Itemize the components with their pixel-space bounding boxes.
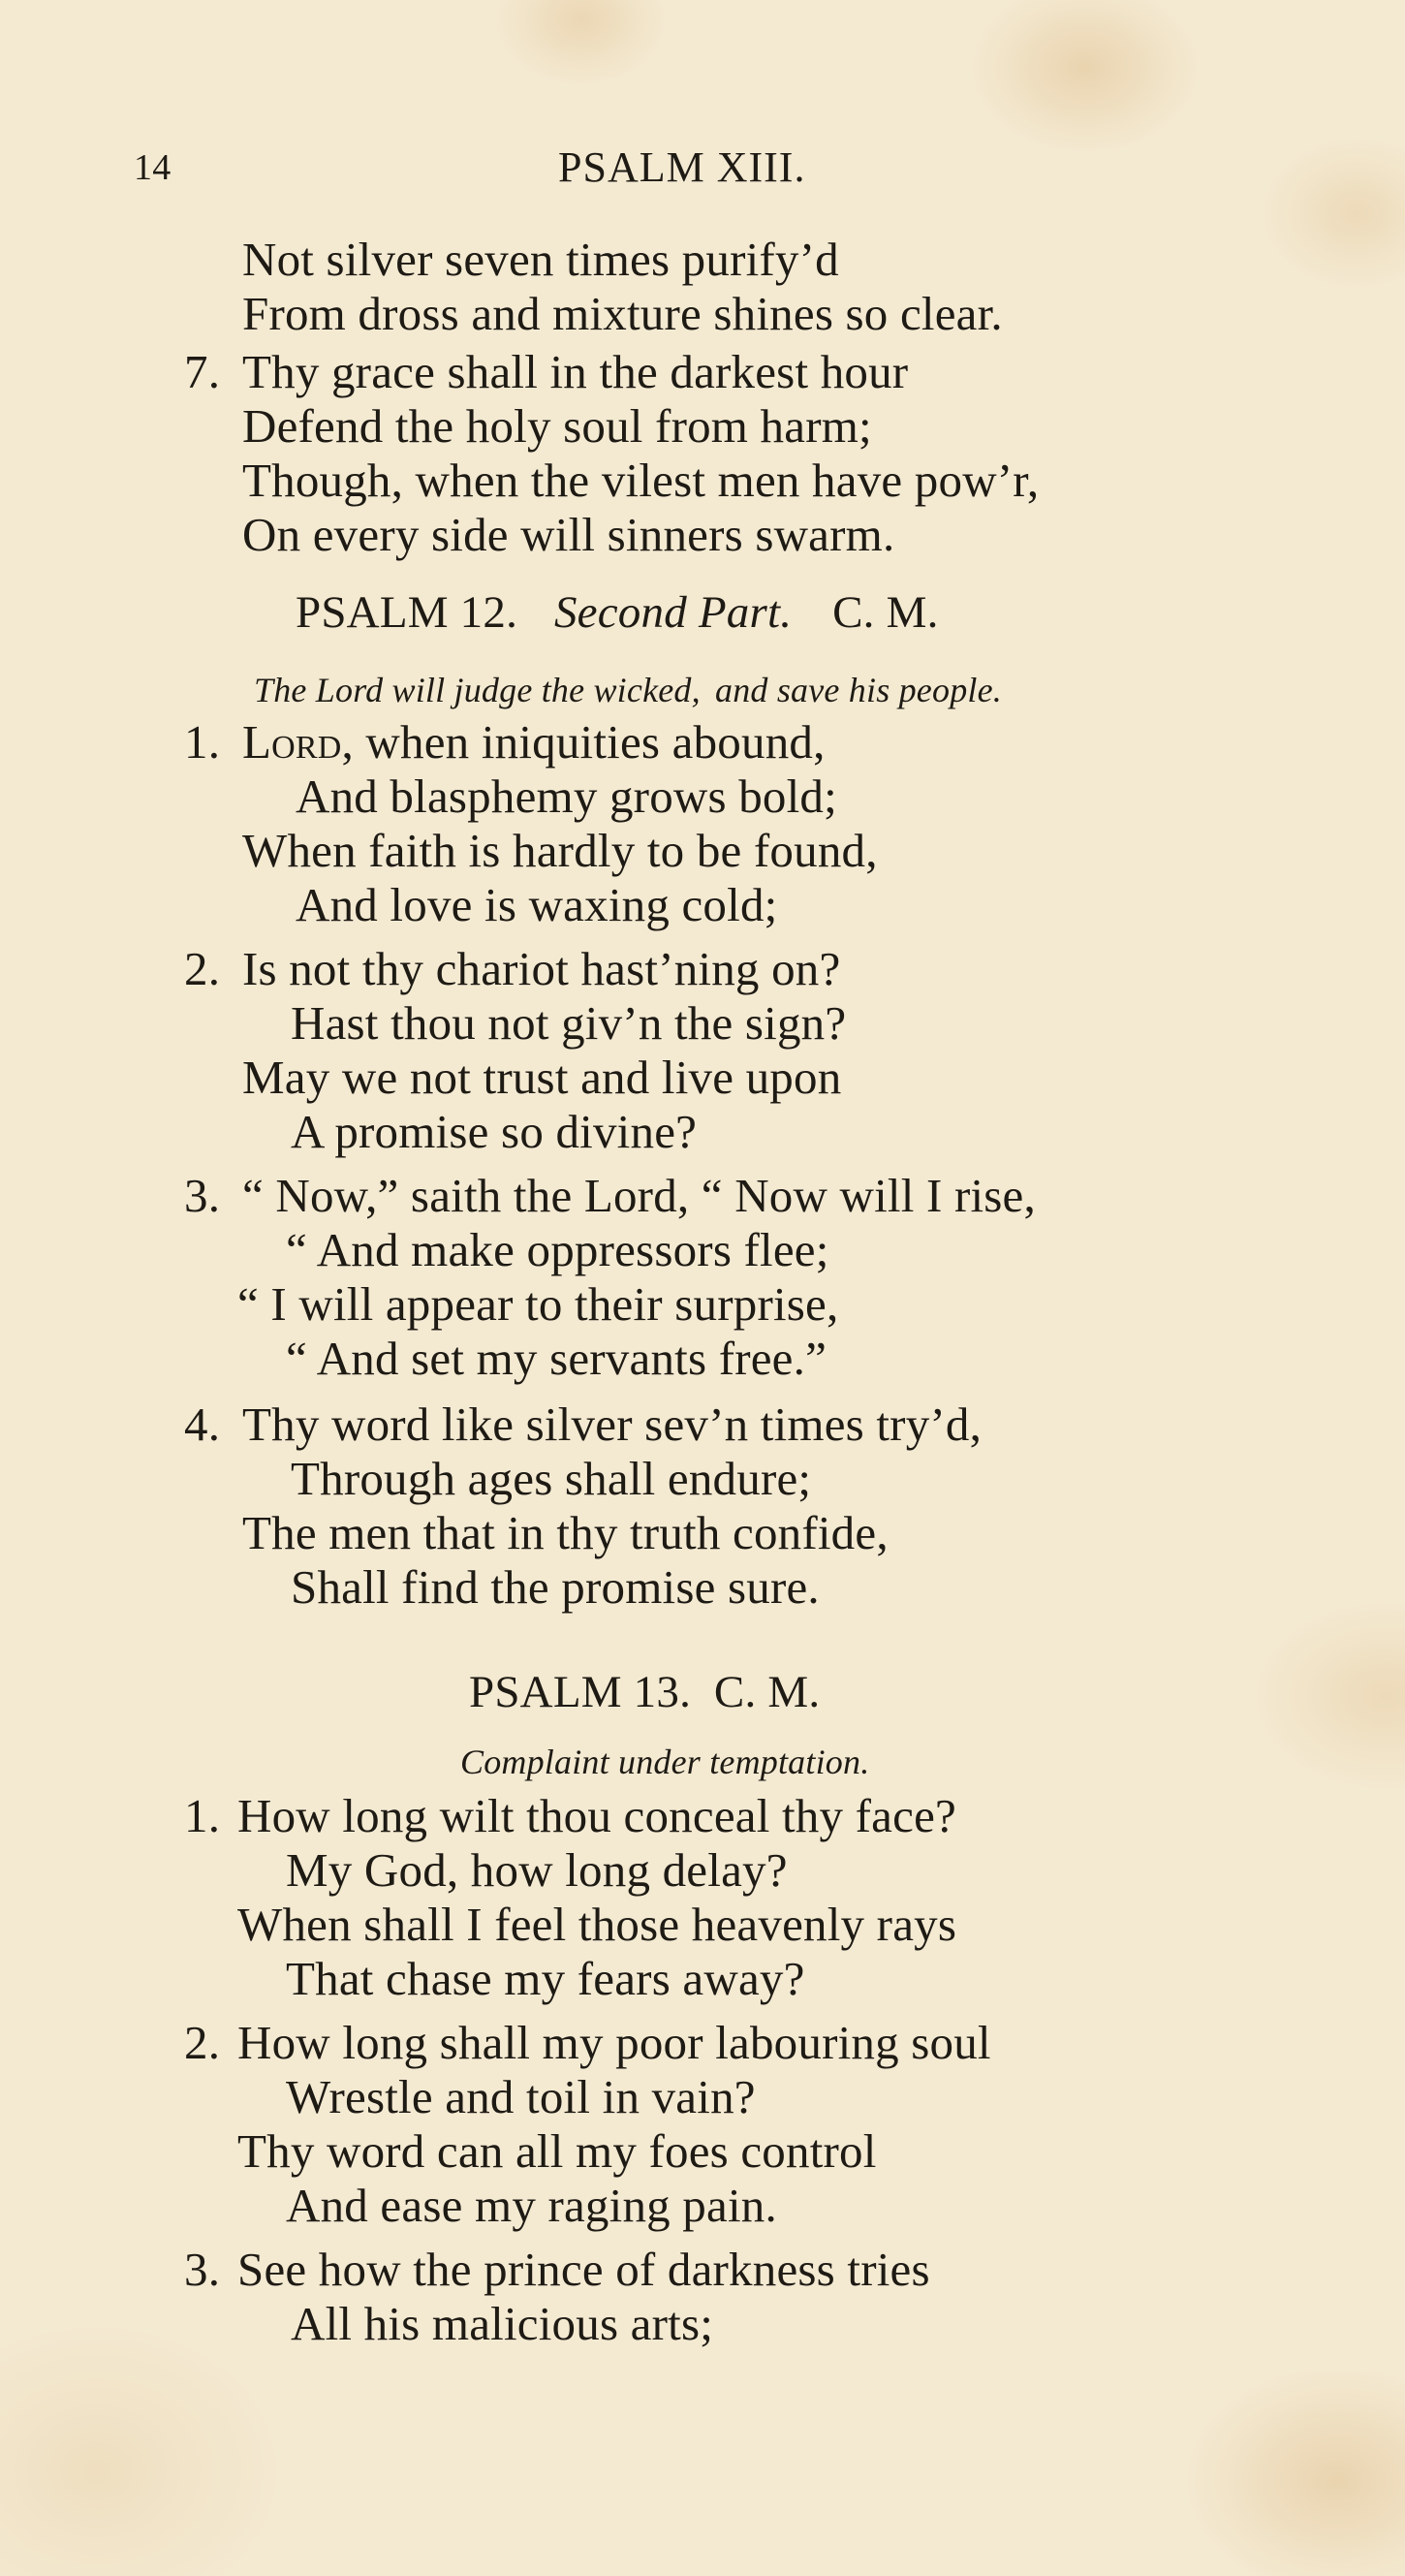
psalm-subtitle: Complaint under temptation. (460, 1743, 870, 1781)
verse-number: 1. (184, 715, 221, 769)
poem-line: Thy grace shall in the darkest hour (242, 345, 909, 398)
poem-line: A promise so divine? (291, 1105, 698, 1158)
poem-line: Through ages shall endure; (291, 1452, 812, 1505)
psalm-heading: PSALM 13. C. M. (469, 1667, 821, 1717)
poem-line-rest: , when iniquities abound, (341, 715, 826, 769)
poem-line: How long wilt thou conceal thy face? (237, 1789, 956, 1842)
running-title: PSALM XIII. (558, 143, 806, 191)
lord-small-caps: Lord (242, 715, 342, 769)
poem-line: And blasphemy grows bold; (296, 770, 837, 823)
psalm-heading-meter: C. M. (832, 587, 939, 638)
poem-line: Shall find the promise sure. (291, 1560, 820, 1614)
poem-line: See how the prince of darkness tries (237, 2243, 930, 2296)
poem-line: Though, when the vilest men have pow’r, (242, 454, 1040, 507)
poem-line: On every side will sinners swarm. (242, 508, 895, 561)
verse-number: 2. (184, 2016, 221, 2069)
verse-number: 3. (184, 2243, 221, 2296)
poem-line: “ I will appear to their surprise, (237, 1277, 839, 1331)
poem-line: “ And make oppressors flee; (286, 1223, 829, 1276)
page-number: 14 (134, 147, 172, 188)
poem-line: When faith is hardly to be found, (242, 824, 878, 877)
poem-line: And ease my raging pain. (286, 2179, 777, 2232)
verse-number: 7. (184, 345, 221, 398)
poem-line: The men that in thy truth confide, (242, 1506, 889, 1559)
poem-line: Wrestle and toil in vain? (286, 2070, 756, 2123)
poem-line: How long shall my poor labouring soul (237, 2016, 991, 2069)
poem-line (242, 715, 826, 770)
poem-line: Defend the holy soul from harm; (242, 399, 872, 453)
psalm-heading (296, 585, 939, 640)
verse-number: 4. (184, 1398, 221, 1451)
poem-line: Thy word like silver sev’n times try’d, (242, 1398, 983, 1451)
poem-line: My God, how long delay? (286, 1843, 788, 1897)
poem-line: May we not trust and live upon (242, 1051, 842, 1104)
poem-line: “ Now,” saith the Lord, “ Now will I rise, (242, 1169, 1036, 1222)
poem-line: When shall I feel those heavenly rays (237, 1898, 957, 1951)
poem-line: Hast thou not giv’n the sign? (291, 996, 847, 1050)
psalm-heading-part: Second Part. (553, 587, 793, 638)
poem-line: Thy word can all my foes control (237, 2124, 877, 2178)
poem-line: Is not thy chariot hast’ning on? (242, 942, 841, 995)
poem-line: And love is waxing cold; (296, 878, 778, 931)
verse-number: 1. (184, 1789, 221, 1842)
poem-line: “ And set my servants free.” (286, 1332, 827, 1385)
psalm-subtitle-part-b: and save his people. (715, 671, 1002, 709)
verse-number: 3. (184, 1169, 221, 1222)
poem-line: From dross and mixture shines so clear. (242, 287, 1003, 340)
poem-line: Not silver seven times purify’d (242, 233, 839, 286)
poem-line: That chase my fears away? (286, 1952, 805, 2005)
poem-line: All his malicious arts; (291, 2297, 714, 2350)
psalm-subtitle (254, 663, 1002, 717)
verse-number: 2. (184, 942, 221, 995)
psalm-heading-number: PSALM 12. (296, 587, 518, 638)
psalm-subtitle-part-a: The Lord will judge the wicked, (254, 671, 701, 709)
